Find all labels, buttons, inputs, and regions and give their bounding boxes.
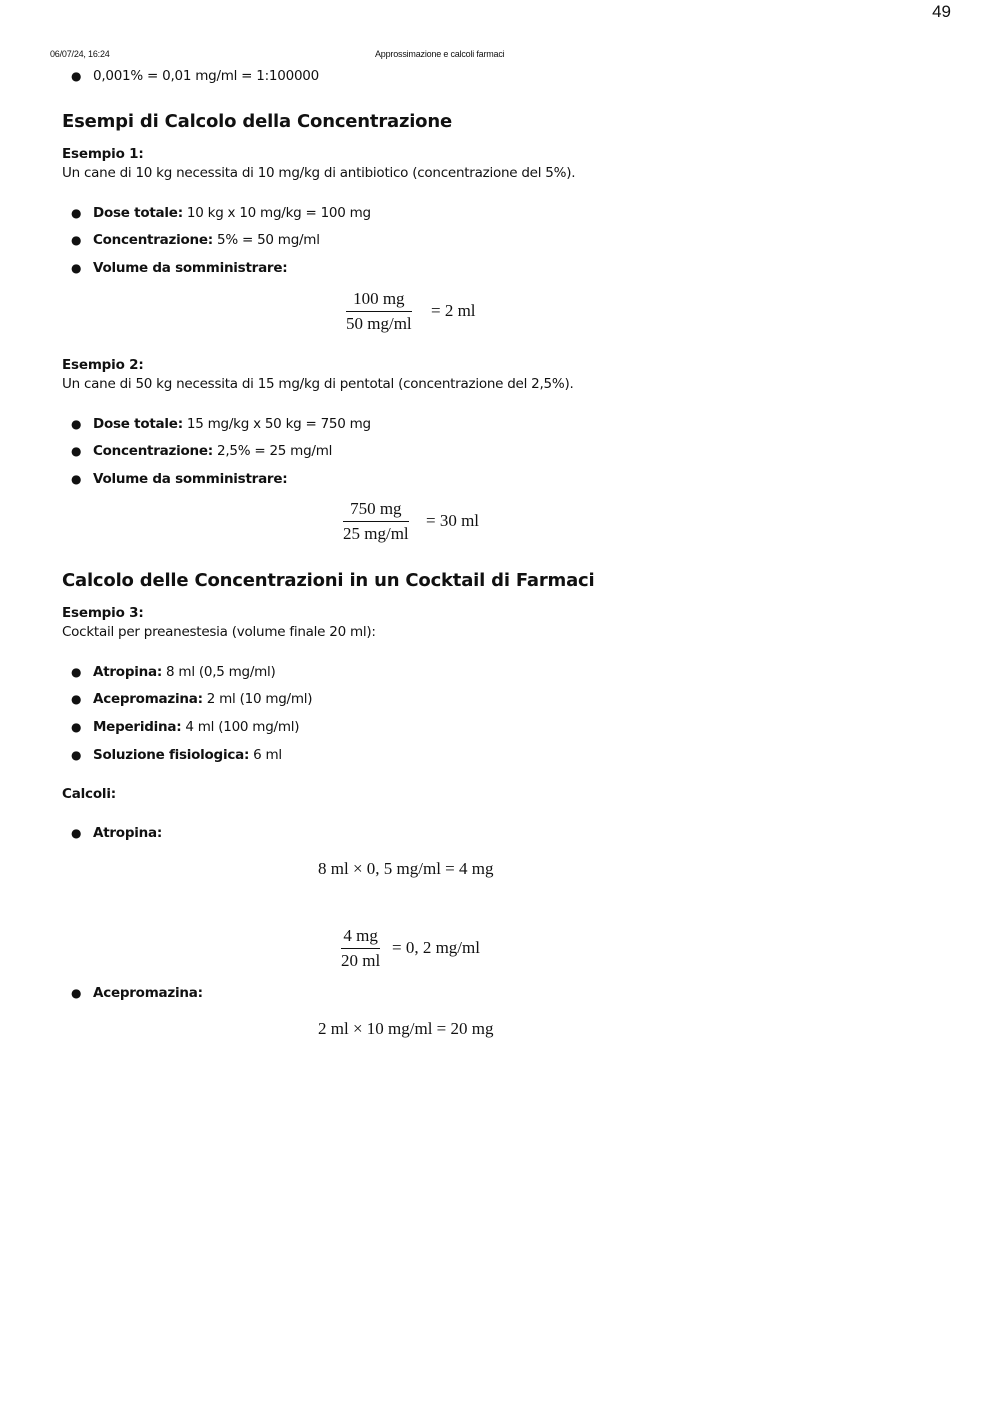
- fraction-denominator: 20 ml: [341, 951, 381, 970]
- section-heading: Calcolo delle Concentrazioni in un Cocktail di Farmaci: [62, 570, 595, 591]
- list-item: [71, 205, 371, 221]
- example-text: Cocktail per preanestesia (volume finale 20 ml):: [62, 624, 376, 640]
- fraction-numerator: 4 mg: [343, 926, 378, 945]
- example-label: Esempio 2:: [62, 357, 144, 373]
- list-item-label: Dose totale:: [93, 416, 183, 432]
- fraction-numerator: 100 mg: [353, 289, 405, 308]
- section-heading: Esempi di Calcolo della Concentrazione: [62, 111, 452, 132]
- list-item-label: Volume da somministrare:: [93, 260, 288, 276]
- fraction: [341, 925, 380, 972]
- fraction-denominator: 25 mg/ml: [343, 524, 409, 543]
- fraction-denominator: 50 mg/ml: [346, 314, 412, 333]
- list-item: [71, 68, 319, 84]
- bullet-icon: ●: [71, 261, 82, 275]
- example-label: Esempio 1:: [62, 146, 144, 162]
- list-item-label: Concentrazione:: [93, 232, 213, 248]
- bullet-icon: ●: [71, 206, 82, 220]
- list-item: [71, 664, 276, 680]
- calcoli-label: Calcoli:: [62, 786, 116, 802]
- list-item: [71, 691, 312, 707]
- list-item-value: 8 ml (0,5 mg/ml): [162, 664, 276, 680]
- example-label: Esempio 3:: [62, 605, 144, 621]
- bullet-icon: ●: [71, 472, 82, 486]
- bullet-icon: ●: [71, 69, 82, 83]
- list-item-label: Soluzione fisiologica:: [93, 747, 250, 763]
- formula: 8 ml × 0, 5 mg/ml = 4 mg: [318, 859, 494, 878]
- fraction: [343, 498, 409, 545]
- page-number: 49: [932, 2, 951, 21]
- fraction: [346, 288, 412, 335]
- list-item: [71, 416, 371, 432]
- list-item-value: 15 mg/kg x 50 kg = 750 mg: [182, 416, 371, 432]
- list-item-value: 6 ml: [249, 747, 282, 763]
- list-item: [71, 443, 332, 459]
- list-item-value: 2,5% = 25 mg/ml: [212, 443, 333, 459]
- list-item: [71, 825, 162, 841]
- list-item-value: 5% = 50 mg/ml: [212, 232, 320, 248]
- bullet-icon: ●: [71, 665, 82, 679]
- formula: 2 ml × 10 mg/ml = 20 mg: [318, 1019, 494, 1038]
- bullet-icon: ●: [71, 748, 82, 762]
- list-item-value: 10 kg x 10 mg/kg = 100 mg: [182, 205, 371, 221]
- formula-result: = 30 ml: [426, 511, 480, 530]
- bullet-icon: ●: [71, 233, 82, 247]
- bullet-icon: ●: [71, 692, 82, 706]
- list-item: [71, 747, 282, 763]
- list-item-label: Dose totale:: [93, 205, 183, 221]
- list-item-value: 2 ml (10 mg/ml): [202, 691, 313, 707]
- bullet-icon: ●: [71, 417, 82, 431]
- list-item-label: Atropina:: [93, 825, 162, 841]
- list-item-label: Acepromazina:: [93, 691, 203, 707]
- list-item: [71, 260, 287, 276]
- example-text: Un cane di 50 kg necessita di 15 mg/kg di pentotal (concentrazione del 2,5%).: [62, 376, 574, 392]
- list-item: [71, 985, 203, 1001]
- list-item-label: Meperidina:: [93, 719, 182, 735]
- bullet-icon: ●: [71, 720, 82, 734]
- print-date: 06/07/24, 16:24: [50, 49, 110, 59]
- list-item-label: Volume da somministrare:: [93, 471, 288, 487]
- bullet-icon: ●: [71, 444, 82, 458]
- list-item: [71, 471, 287, 487]
- list-item-label: Acepromazina:: [93, 985, 203, 1001]
- formula-result: = 2 ml: [431, 301, 476, 320]
- bullet-icon: ●: [71, 826, 82, 840]
- bullet-icon: ●: [71, 986, 82, 1000]
- example-text: Un cane di 10 kg necessita di 10 mg/kg di antibiotico (concentrazione del 5%).: [62, 165, 576, 181]
- fraction-bar: [341, 948, 380, 949]
- formula-result: = 0, 2 mg/ml: [392, 938, 480, 957]
- fraction-numerator: 750 mg: [350, 499, 402, 518]
- list-item-text: 0,001% = 0,01 mg/ml = 1:100000: [93, 68, 319, 84]
- fraction-bar: [346, 311, 412, 312]
- list-item: [71, 719, 299, 735]
- list-item-value: 4 ml (100 mg/ml): [181, 719, 300, 735]
- list-item: [71, 232, 320, 248]
- list-item-label: Concentrazione:: [93, 443, 213, 459]
- print-header-title: Approssimazione e calcoli farmaci: [375, 49, 505, 59]
- list-item-label: Atropina:: [93, 664, 162, 680]
- fraction-bar: [343, 521, 409, 522]
